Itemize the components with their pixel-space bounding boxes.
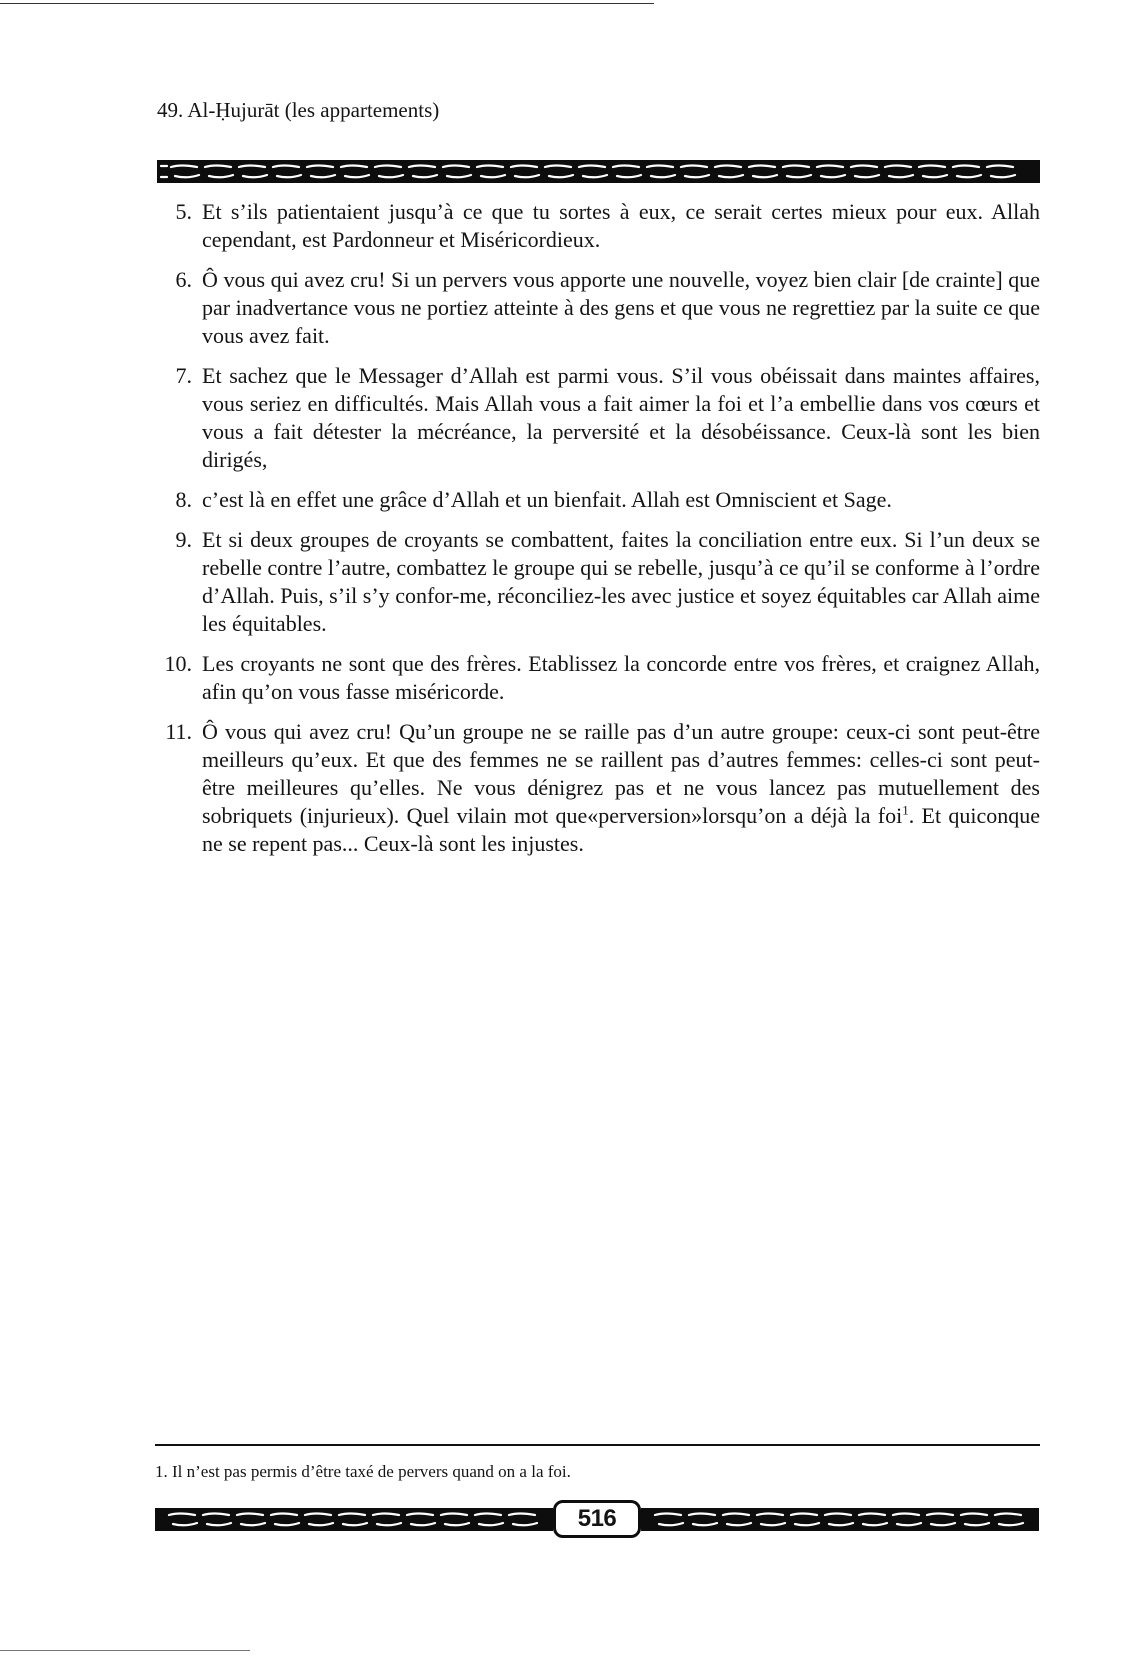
verse-number: 7.: [175, 363, 192, 388]
page-number: 516: [553, 1500, 641, 1538]
verse-number: 9.: [175, 527, 192, 552]
verse-text-part: Ô vous qui avez cru! Qu’un groupe ne se raille pas d’un autre groupe: ceux-ci sont peut-être meilleurs qu’eux. Et que des femmes ne se raillent pas d’autres femmes: celles-ci sont peut-être meilleures qu’elles. Ne vous dénigrez pas et ne vous lancez pas mutuellement des sobriquets (injurieux). Quel vilain mot que«perversion»lorsqu’on a déjà la foi: [202, 719, 1040, 828]
verse-number: 8.: [175, 487, 192, 512]
verse-text: Les croyants ne sont que des frères. Etablissez la concorde entre vos frères, et craignez Allah, afin qu’on vous fasse miséricorde.: [202, 651, 1040, 704]
verse-text-part: . Et quiconque ne se repent pas... Ceux-là sont les injustes.: [202, 803, 1040, 856]
footnote: 1. Il n’est pas permis d’être taxé de pervers quand on a la foi.: [155, 1462, 571, 1481]
ornamental-border-top: [157, 160, 1040, 183]
footnote-reference: 1: [902, 802, 909, 818]
verse-text: [202, 718, 1040, 858]
verse-number: 6.: [175, 267, 192, 292]
verse-7: [148, 362, 1040, 474]
scan-edge-line: [0, 1650, 250, 1651]
footnote-divider: [155, 1444, 1040, 1446]
ornamental-border-bottom-left: [155, 1508, 553, 1531]
scan-edge-line: [0, 3, 654, 4]
verse-11: [148, 718, 1040, 858]
verse-6: [148, 266, 1040, 350]
verse-list: [148, 198, 1040, 870]
verse-number: 11.: [165, 719, 192, 744]
verse-text: Et si deux groupes de croyants se combattent, faites la conciliation entre eux. Si l’un deux se rebelle contre l’autre, combattez le groupe qui se rebelle, jusqu’à ce qu’il se conforme à l’ordre d’Allah. Puis, s’il s’y confor-me, réconciliez-les avec justice et soyez équitables car Allah aime les équitables.: [202, 527, 1040, 636]
page-title: 49. Al-Ḥujurāt (les appartements): [157, 98, 440, 122]
verse-5: [148, 198, 1040, 254]
verse-8: [148, 486, 1040, 514]
ornamental-border-bottom-right: [641, 1508, 1039, 1531]
verse-number: 10.: [164, 651, 192, 676]
verse-10: [148, 650, 1040, 706]
verse-number: 5.: [175, 199, 192, 224]
verse-9: [148, 526, 1040, 638]
verse-text: Et s’ils patientaient jusqu’à ce que tu sortes à eux, ce serait certes mieux pour eux. Allah cependant, est Pardonneur et Miséricordieux.: [202, 199, 1040, 252]
verse-text: Ô vous qui avez cru! Si un pervers vous apporte une nouvelle, voyez bien clair [de crainte] que par inadvertance vous ne portiez atteinte à des gens et que vous ne regrettiez par la suite ce que vous avez fait.: [202, 267, 1040, 348]
verse-text: Et sachez que le Messager d’Allah est parmi vous. S’il vous obéissait dans maintes affaires, vous seriez en difficultés. Mais Allah vous a fait aimer la foi et l’a embellie dans vos cœurs et vous a fait détester la mécréance, la perversité et la désobéissance. Ceux-là sont les bien dirigés,: [202, 363, 1040, 472]
verse-text: c’est là en effet une grâce d’Allah et un bienfait. Allah est Omniscient et Sage.: [202, 487, 892, 512]
